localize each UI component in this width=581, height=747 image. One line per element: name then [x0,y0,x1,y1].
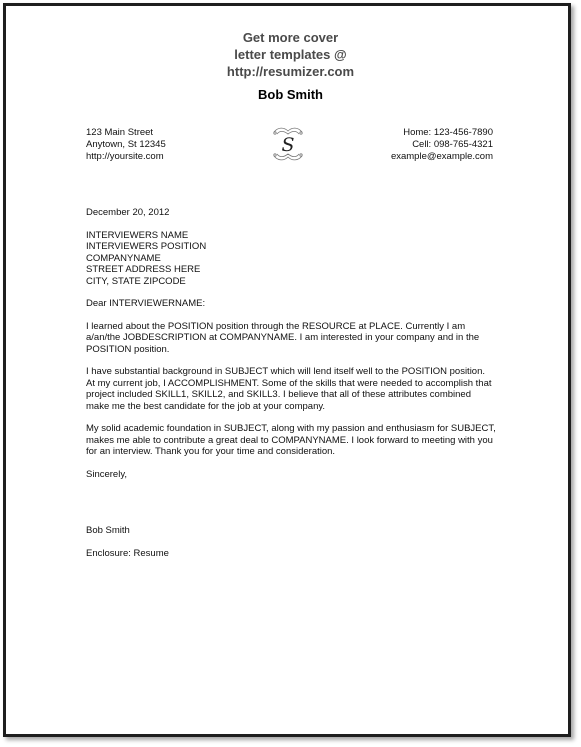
signature-name: Bob Smith [86,525,130,536]
recipient-block [86,230,496,288]
promo-link[interactable]: http://resumizer.com [226,64,355,79]
sender-website[interactable]: http://yoursite.com [86,151,164,162]
sender-city: Anytown, St 12345 [86,139,166,150]
paragraph-2: I have substantial background in SUBJECT which will lend itself well to the POSITION position. At my current job, I ACCOMPLISHMENT. Some of the skills that were needed to accomplish that project included SKILL1, SKILL2, and SKILL3. I believe that all of these attributes combined make me the best candidate for the job at your company. [86,366,492,412]
letter-body [86,207,496,559]
monogram-s-icon [268,124,308,164]
sender-name-heading: Bob Smith [258,87,323,102]
promo-banner [0,29,581,80]
sender-contact-block [391,127,493,163]
recipient-position: INTERVIEWERS POSITION [86,241,207,252]
letter-date: December 20, 2012 [86,207,170,218]
recipient-name: INTERVIEWERS NAME [86,229,189,241]
recipient-company: COMPANYNAME [86,252,161,264]
sender-cell-phone: Cell: 098-765-4321 [412,139,493,150]
recipient-street: STREET ADDRESS HERE [86,264,201,275]
sender-address-block [86,127,166,163]
salutation: Dear INTERVIEWERNAME: [86,298,206,309]
monogram-letter: S [281,134,295,156]
promo-line-2: letter templates @ [234,47,347,62]
sender-email[interactable]: example@example.com [390,151,493,162]
paragraph-1: I learned about the POSITION position through the RESOURCE at PLACE. Currently I am a/an/the JOBDESCRIPTION at COMPANYNAME. I am interested in your company and in the POSITION position. [86,320,480,355]
sender-home-phone: Home: 123-456-7890 [403,127,493,138]
promo-line-1: Get more cover [242,30,339,45]
paragraph-3: My solid academic foundation in SUBJECT, along with my passion and enthusiasm for SUBJECT, makes me able to contribute a great deal to COMPANYNAME. I look forward to meeting with you for an interview. Thank you for your time and consideration. [86,423,496,457]
recipient-city: CITY, STATE ZIPCODE [86,275,186,287]
sender-street: 123 Main Street [86,127,154,138]
closing: Sincerely, [86,468,128,480]
enclosure-note: Enclosure: Resume [86,547,169,559]
